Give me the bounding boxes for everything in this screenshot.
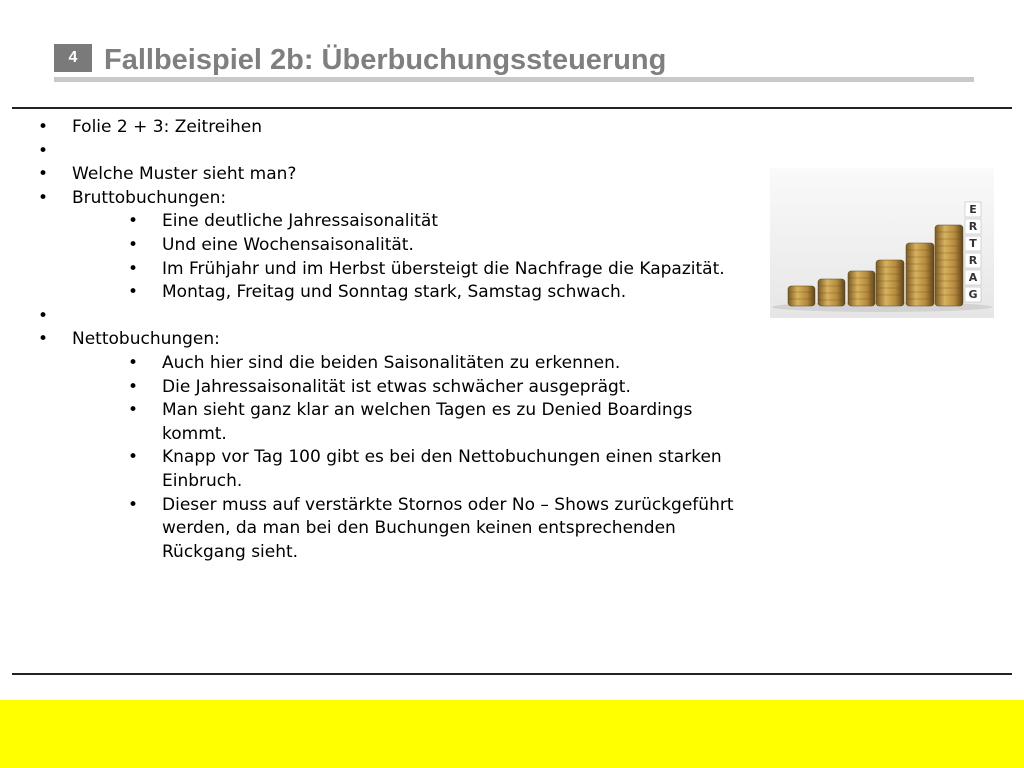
sub-bullet-item: • Eine deutliche Jahressaisonalität bbox=[72, 210, 762, 234]
tile-letter: A bbox=[968, 271, 978, 284]
bullet-item: • Welche Muster sieht man? bbox=[32, 163, 762, 187]
tile-letter: G bbox=[968, 288, 978, 301]
sub-bullet-item: • Dieser muss auf verstärkte Stornos oder No – Shows zurückgeführt werden, da man bei den Buchungen keinen entsprechenden Rückgang sieht. bbox=[72, 494, 762, 565]
bullet-list bbox=[32, 116, 762, 564]
bullet-item-netto bbox=[32, 328, 762, 564]
sub-bullet-item: • Auch hier sind die beiden Saisonalitäten zu erkennen. bbox=[72, 352, 762, 376]
coin-stacks-icon bbox=[770, 168, 994, 318]
tile-letter: E bbox=[969, 203, 977, 216]
top-divider bbox=[12, 107, 1012, 109]
title-underline bbox=[54, 77, 974, 82]
sub-bullet-item: • Man sieht ganz klar an welchen Tagen es zu Denied Boardings kommt. bbox=[72, 399, 762, 446]
tile-letter: R bbox=[968, 220, 978, 233]
bullet-item-brutto bbox=[32, 187, 762, 305]
sub-bullet-list bbox=[72, 210, 762, 304]
spacer bbox=[32, 305, 762, 329]
sub-bullet-item: • Die Jahressaisonalität ist etwas schwächer ausgeprägt. bbox=[72, 376, 762, 400]
spacer bbox=[32, 140, 762, 164]
coin-stacks-ertrag-image bbox=[770, 168, 994, 318]
sub-bullet-item: • Im Frühjahr und im Herbst übersteigt die Nachfrage die Kapazität. bbox=[72, 258, 762, 282]
tile-letter: T bbox=[969, 237, 977, 250]
tile-letter: R bbox=[968, 254, 978, 267]
slide-content bbox=[32, 116, 762, 564]
sub-bullet-item: • Knapp vor Tag 100 gibt es bei den Nettobuchungen einen starken Einbruch. bbox=[72, 446, 762, 493]
slide-number-badge bbox=[54, 44, 92, 72]
footer-band bbox=[0, 700, 1024, 768]
bullet-label: Nettobuchungen: bbox=[72, 329, 220, 350]
sub-bullet-item: • Und eine Wochensaisonalität. bbox=[72, 234, 762, 258]
sub-bullet-item: • Montag, Freitag und Sonntag stark, Samstag schwach. bbox=[72, 281, 762, 305]
bullet-label: Bruttobuchungen: bbox=[72, 187, 227, 208]
slide-number: 4 bbox=[68, 49, 78, 66]
slide-title: Fallbeispiel 2b: Überbuchungssteuerung bbox=[104, 44, 667, 76]
sub-bullet-list bbox=[72, 352, 762, 564]
bottom-divider bbox=[12, 673, 1012, 675]
bullet-item: • Folie 2 + 3: Zeitreihen bbox=[32, 116, 762, 140]
